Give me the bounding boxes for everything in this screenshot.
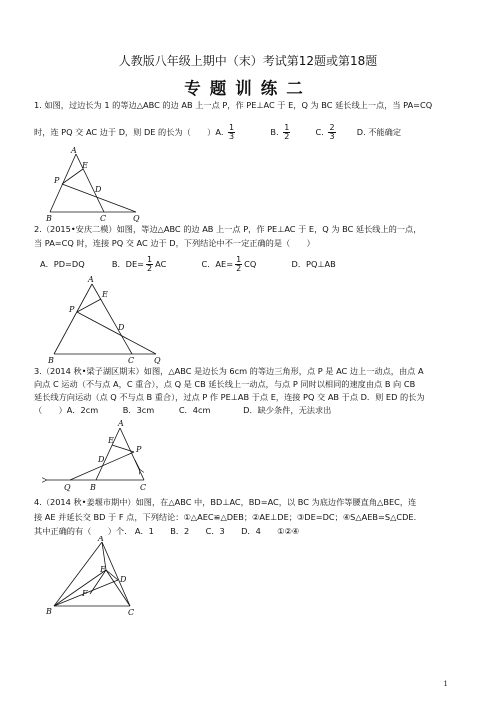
q3-line4: （ ）A．2cm B．3cm C．4cm D．缺少条件，无法求出 xyxy=(34,405,332,415)
q2-figure xyxy=(44,272,172,364)
q1-figure xyxy=(40,146,152,222)
q1-option-a-fraction: $\frac{1}{3}$ xyxy=(229,123,235,141)
q4-line1: 4.（2014 秋•姜堰市期中）如图，在△ABC 中，BD⊥AC，BD=AC，以 BC 为底边作等腰直角△BEC，连 xyxy=(34,497,417,507)
q2-label-d: D xyxy=(118,323,125,332)
q4-figure xyxy=(40,536,150,618)
q2-line2: 当 PA=CQ 时，连接 PQ 交 AC 边于 D，下列结论中不一定正确的是（ ） xyxy=(34,238,315,248)
q2-option-c-fraction: $\frac{1}{2}$ xyxy=(236,255,242,273)
q4-line2: 接 AE 并延长交 BD 于 F 点，下列结论：①△AEC≌△DEB；②AE⊥DE；③DE=DC；④S△AEB=S△CDE． xyxy=(34,512,422,522)
q2-label-b: B xyxy=(48,356,54,364)
q4-label-d: D xyxy=(120,575,127,584)
q4-label-a: A xyxy=(98,536,104,543)
q1-label-q: Q xyxy=(133,214,140,222)
q2-option-a: A．PD=DQ xyxy=(40,259,85,269)
q1-label-e: E xyxy=(82,161,88,170)
q2-option-b-prefix: B．DE= xyxy=(111,259,145,269)
page-subtitle: 专题训练二 xyxy=(184,79,312,98)
q1-label-b: B xyxy=(46,214,52,222)
q1-label-d: D xyxy=(95,185,102,194)
page-number: 1 xyxy=(443,680,448,688)
q2-option-c-suffix: CQ xyxy=(244,259,257,269)
q2-option-d: D．PQ⊥AB xyxy=(291,259,336,269)
q1-option-c-fraction: $\frac{2}{3}$ xyxy=(329,123,335,141)
q4-line3: 其中正确的有（ ）个. A．1 B．2 C．3 D．4 ①②④ xyxy=(34,526,300,536)
q1-option-b-label: B. xyxy=(270,127,279,137)
q3-label-a: A xyxy=(118,419,124,428)
q2-option-b-fraction: $\frac{1}{2}$ xyxy=(147,255,153,273)
q4-label-f: F xyxy=(82,589,88,598)
q1-line1: 1. 如图，过边长为 1 的等边△ABC 的边 AB 上一点 P，作 PE⊥AC 于 E，Q 为 BC 延长线上一点，当 PA=CQ xyxy=(34,100,433,110)
q3-line1: 3.（2014 秋•梁子湖区期末）如图，△ABC 是边长为 6cm 的等边三角形，点 P 是 AC 边上一动点，由点 A xyxy=(34,366,424,376)
q2-options xyxy=(40,256,336,273)
q3-label-c: C xyxy=(140,483,147,492)
q4-label-c: C xyxy=(128,608,135,617)
q2-label-q: Q xyxy=(154,356,161,364)
q2-label-c: C xyxy=(128,356,135,364)
q3-label-q: Q xyxy=(64,483,71,492)
q1-line2-text: 时，连 PQ 交 AC 边于 D，则 DE 的长为（ ）A. xyxy=(34,127,224,137)
q1-option-c-label: C. xyxy=(315,127,324,137)
q1-option-d: D. 不能确定 xyxy=(356,127,402,137)
q2-option-b-suffix: AC xyxy=(155,259,167,269)
q3-label-e: E xyxy=(108,436,114,445)
q3-figure xyxy=(40,418,160,496)
q4-label-b: B xyxy=(46,607,52,616)
q3-label-b: B xyxy=(90,483,96,492)
q4-label-e: E xyxy=(100,565,106,574)
q2-label-e: E xyxy=(102,290,108,299)
page-title: 人教版八年级上期中（末）考试第12题或第18题 xyxy=(118,54,378,68)
q2-option-c-prefix: C．AE= xyxy=(201,259,234,269)
q3-line3: 延长线方向运动（点 Q 不与点 B 重合），过点 P 作 PE⊥AB 于点 E，连接 PQ 交 AB 于点 D．则 ED 的长为 xyxy=(34,392,425,402)
q1-option-b-fraction: $\frac{1}{2}$ xyxy=(284,123,290,141)
q2-label-p: P xyxy=(69,305,75,314)
q2-line1: 2.（2015•安庆二模）如图，等边△ABC 的边 AB 上一点 P，作 PE⊥AC 于 E，Q 为 BC 延长线上的一点， xyxy=(34,224,422,234)
q2-label-a: A xyxy=(88,275,94,284)
q1-label-p: P xyxy=(54,176,60,185)
q3-line2: 向点 C 运动（不与点 A，C 重合），点 Q 是 CB 延长线上一动点，与点 P 同时以相同的速度由点 B 向 CB xyxy=(34,379,416,389)
q1-line2 xyxy=(34,124,401,141)
q1-label-c: C xyxy=(100,214,107,222)
q1-label-a: A xyxy=(71,146,77,155)
q3-label-p: P xyxy=(136,445,142,454)
q3-label-d: D xyxy=(98,455,105,464)
